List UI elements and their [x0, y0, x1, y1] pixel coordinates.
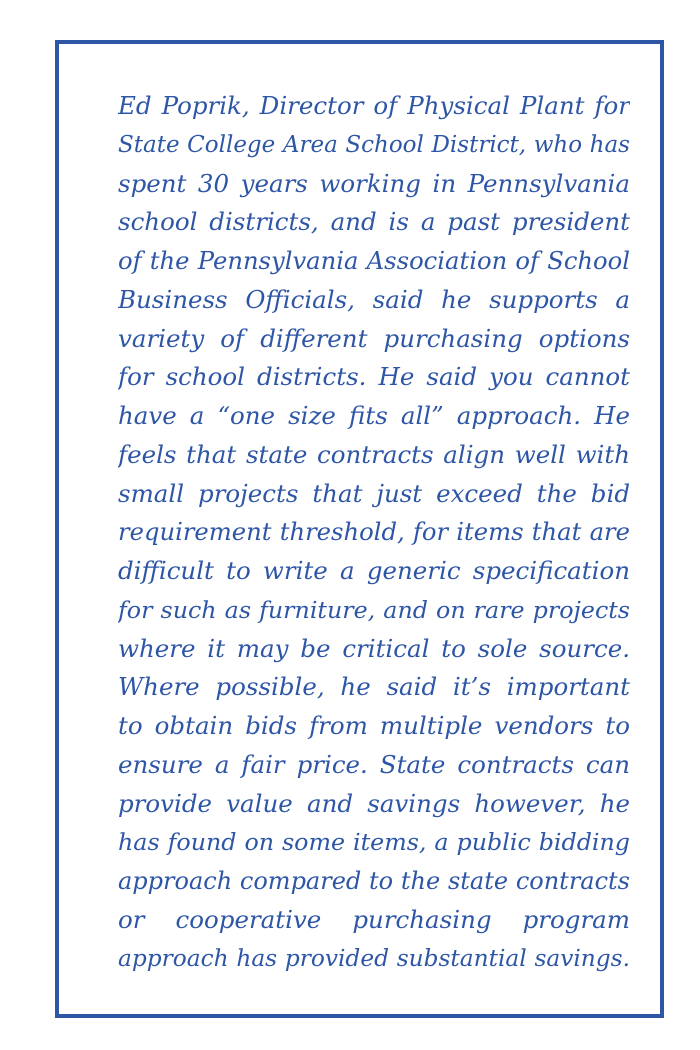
paragraph-line: of the Pennsylvania Association of School	[118, 246, 630, 275]
paragraph-line: approach compared to the state contracts	[118, 867, 630, 895]
paragraph-line: requirement threshold, for items that are	[118, 517, 630, 547]
paragraph-line: Ed Poprik, Director of Physical Plant for	[118, 91, 630, 120]
paragraph-line: feels that state contracts align well with	[118, 439, 630, 469]
paragraph-line: provide value and savings however, he	[118, 788, 630, 818]
paragraph-line: to obtain bids from multiple vendors to	[118, 711, 630, 740]
paragraph-line: difficult to write a generic specification	[118, 556, 630, 585]
paragraph-line: have a “one size fits all” approach. He	[118, 401, 630, 430]
paragraph-line: State College Area School District, who has	[118, 131, 630, 158]
paragraph-line: small projects that just exceed the bid	[118, 478, 630, 508]
paragraph-line: spent 30 years working in Pennsylvania	[118, 168, 630, 198]
paragraph-line: Where possible, he said it’s important	[118, 672, 630, 702]
paragraph-line: Business Officials, said he supports a	[118, 284, 630, 314]
paragraph-line: where it may be critical to sole source.	[118, 633, 630, 663]
paragraph-line: variety of different purchasing options	[118, 323, 630, 353]
paragraph-line: ensure a fair price. State contracts can	[118, 749, 630, 779]
callout-paragraph	[118, 87, 630, 978]
paragraph-line: school districts, and is a past president	[118, 207, 630, 237]
paragraph-line: for school districts. He said you cannot	[118, 362, 630, 392]
paragraph-line: has found on some items, a public bidding	[118, 828, 630, 857]
paragraph-line: or cooperative purchasing program	[118, 904, 630, 934]
paragraph-line: for such as furniture, and on rare projects	[118, 595, 630, 624]
paragraph-line: approach has provided substantial savings.	[118, 944, 630, 972]
